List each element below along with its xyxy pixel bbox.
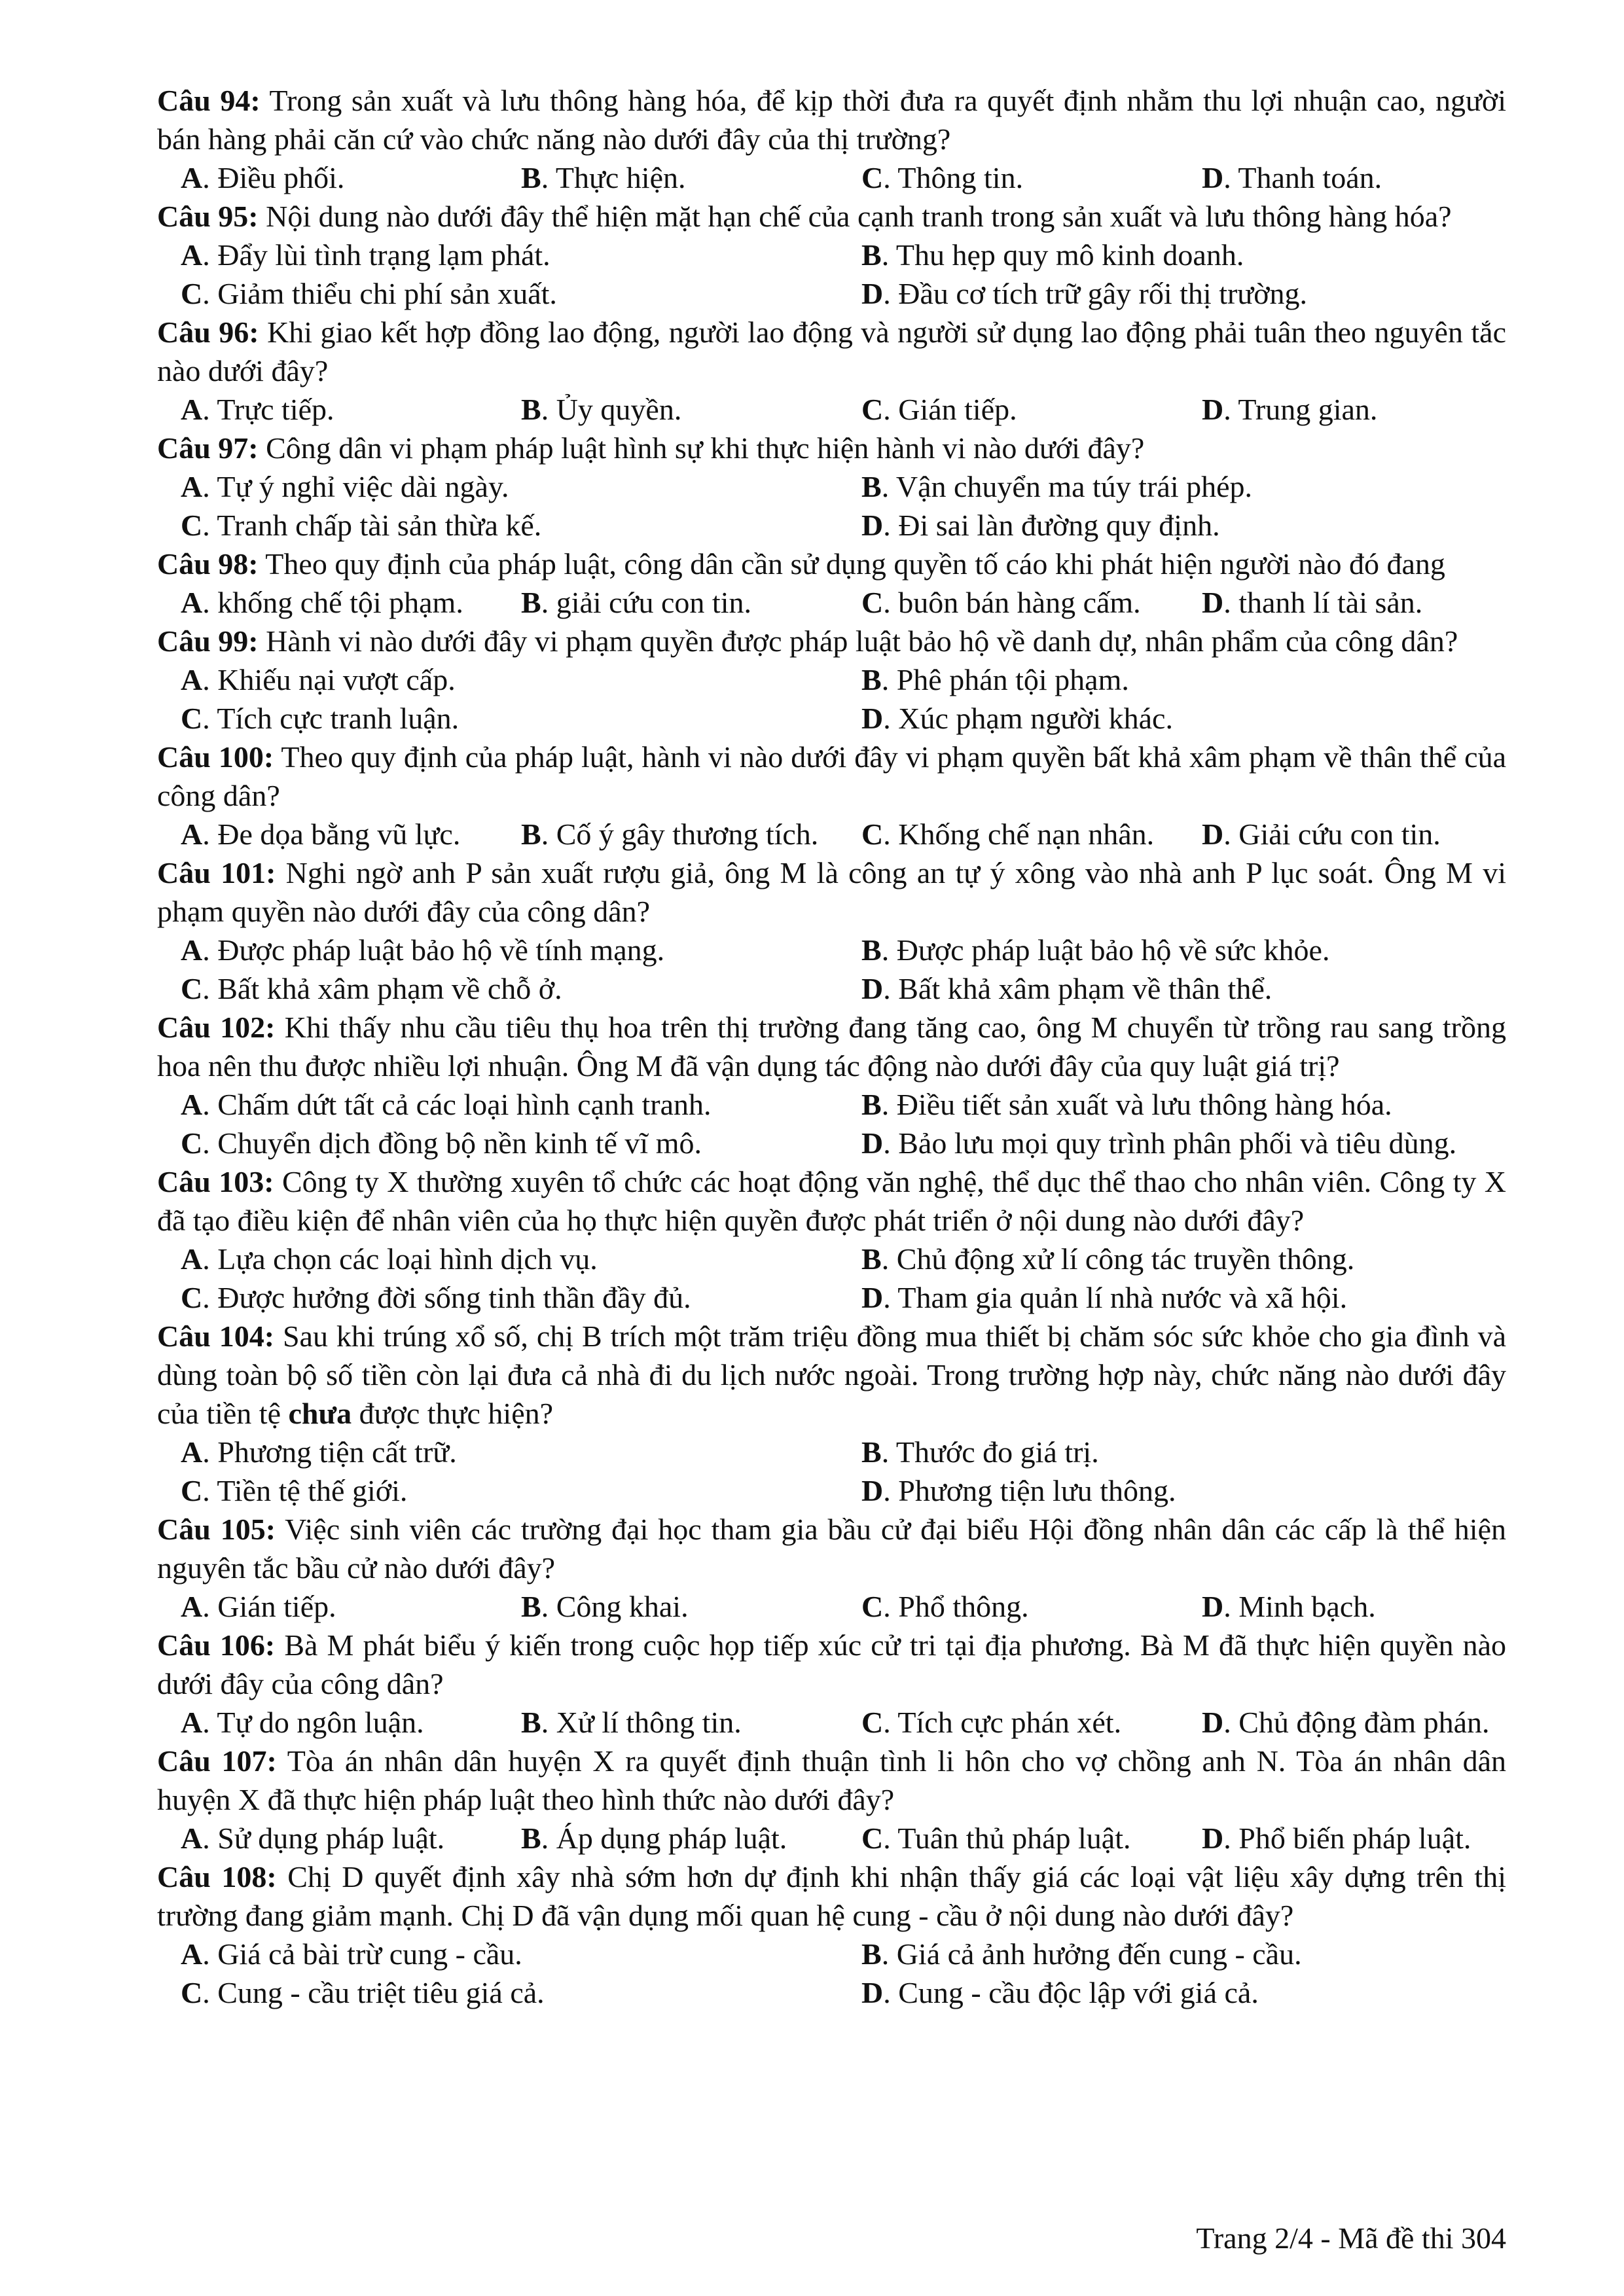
answer-option-c[interactable] xyxy=(181,699,861,738)
option-text: . Tham gia quản lí nhà nước và xã hội. xyxy=(883,1281,1348,1314)
answer-option-d[interactable] xyxy=(1202,158,1542,197)
option-text: . Tích cực phán xét. xyxy=(883,1706,1122,1739)
option-label: B xyxy=(861,933,882,967)
option-text: . Thu hẹp quy mô kinh doanh. xyxy=(881,238,1244,272)
question-text xyxy=(157,1317,1506,1433)
option-label: B xyxy=(861,238,882,272)
option-label: A xyxy=(181,238,203,272)
answer-option-b[interactable] xyxy=(861,1935,1542,1973)
option-label: B xyxy=(521,161,541,194)
answer-option-c[interactable] xyxy=(181,506,861,545)
question xyxy=(157,622,1506,738)
option-label: A xyxy=(181,1706,203,1739)
option-label: D xyxy=(1202,161,1224,194)
option-label: B xyxy=(521,586,541,619)
option-label: B xyxy=(521,817,541,851)
question-number: Câu 94: xyxy=(157,84,261,117)
option-label: B xyxy=(861,663,882,696)
option-text: . Lựa chọn các loại hình dịch vụ. xyxy=(202,1242,598,1276)
option-label: B xyxy=(521,1821,541,1855)
answer-options xyxy=(157,1819,1506,1857)
option-text: . Được hưởng đời sống tinh thần đầy đủ. xyxy=(202,1281,691,1314)
option-text: . Điều phối. xyxy=(202,161,345,194)
answer-option-b[interactable] xyxy=(521,1703,861,1742)
answer-options xyxy=(157,1240,1506,1317)
option-label: B xyxy=(861,470,882,503)
answer-options xyxy=(157,1085,1506,1162)
option-text: . Khiếu nại vượt cấp. xyxy=(202,663,456,696)
option-text: . Đầu cơ tích trữ gây rối thị trường. xyxy=(883,277,1308,310)
answer-options xyxy=(157,660,1506,738)
question xyxy=(157,429,1506,545)
option-label: C xyxy=(181,1474,203,1507)
option-text: . Phê phán tội phạm. xyxy=(881,663,1129,696)
answer-option-c[interactable] xyxy=(181,1471,861,1510)
option-label: D xyxy=(861,1474,884,1507)
question-stem: Bà M phát biểu ý kiến trong cuộc họp tiếp xúc cử tri tại địa phương. Bà M đã thực hiện quyền nào dưới đây của công dân? xyxy=(157,1628,1507,1700)
answer-option-a[interactable] xyxy=(181,931,861,969)
answer-option-d[interactable] xyxy=(861,1278,1542,1317)
option-label: A xyxy=(181,1435,203,1469)
question xyxy=(157,1008,1506,1162)
option-label: A xyxy=(181,393,203,426)
question-stem: Nội dung nào dưới đây thể hiện mặt hạn chế của cạnh tranh trong sản xuất và lưu thông hàng hóa? xyxy=(266,200,1452,233)
option-text: . Bảo lưu mọi quy trình phân phối và tiêu dùng. xyxy=(883,1126,1457,1160)
answer-option-a[interactable] xyxy=(181,1935,861,1973)
option-text: . Minh bạch. xyxy=(1223,1590,1376,1623)
question-text xyxy=(157,1626,1506,1703)
option-label: D xyxy=(1202,817,1224,851)
answer-option-a[interactable] xyxy=(181,236,861,274)
option-label: C xyxy=(181,702,203,735)
answer-option-c[interactable] xyxy=(861,1819,1202,1857)
answer-option-d[interactable] xyxy=(1202,815,1542,853)
answer-options xyxy=(157,815,1506,853)
question-text xyxy=(157,1857,1506,1935)
option-text: . khống chế tội phạm. xyxy=(202,586,463,619)
question-number: Câu 108: xyxy=(157,1860,277,1893)
answer-option-c[interactable] xyxy=(181,1278,861,1317)
option-text: . Chủ động đàm phán. xyxy=(1223,1706,1490,1739)
answer-option-d[interactable] xyxy=(1202,1703,1542,1742)
page-footer: Trang 2/4 - Mã đề thi 304 xyxy=(1196,2221,1506,2255)
option-text: . Giá cả bài trừ cung - cầu. xyxy=(202,1937,522,1971)
question-number: Câu 98: xyxy=(157,547,259,581)
answer-option-a[interactable] xyxy=(181,390,521,429)
question-stem: Việc sinh viên các trường đại học tham gia bầu cử đại biểu Hội đồng nhân dân các cấp là thể hiện nguyên tắc bầu cử nào dưới đây? xyxy=(157,1513,1507,1585)
option-text: . Cung - cầu triệt tiêu giá cả. xyxy=(202,1976,545,2009)
answer-option-c[interactable] xyxy=(861,390,1202,429)
option-text: . Phổ thông. xyxy=(883,1590,1029,1623)
answer-option-b[interactable] xyxy=(861,467,1542,506)
option-text: . Chuyển dịch đồng bộ nền kinh tế vĩ mô. xyxy=(202,1126,702,1160)
answer-option-b[interactable] xyxy=(861,236,1542,274)
answer-option-c[interactable] xyxy=(181,969,861,1008)
question-stem: Nghi ngờ anh P sản xuất rượu giả, ông M là công an tự ý xông vào nhà anh P lục soát. Ông M vi phạm quyền nào dưới đây của công dân? xyxy=(157,856,1507,928)
option-text: . Thông tin. xyxy=(883,161,1024,194)
answer-option-a[interactable] xyxy=(181,583,521,622)
option-text: . Đẩy lùi tình trạng lạm phát. xyxy=(202,238,550,272)
question-stem: Tòa án nhân dân huyện X ra quyết định thuận tình li hôn cho vợ chồng anh N. Tòa án nhân dân huyện X đã thực hiện pháp luật theo hình thức nào dưới đây? xyxy=(157,1744,1507,1816)
question-stem: Hành vi nào dưới đây vi phạm quyền được pháp luật bảo hộ về danh dự, nhân phẩm của công dân? xyxy=(266,624,1458,658)
option-text: . Đe dọa bằng vũ lực. xyxy=(202,817,461,851)
answer-options xyxy=(157,390,1506,429)
option-label: D xyxy=(861,277,884,310)
answer-option-b[interactable] xyxy=(861,1085,1542,1124)
answer-option-d[interactable] xyxy=(1202,1819,1542,1857)
option-label: A xyxy=(181,161,203,194)
question xyxy=(157,1857,1506,2012)
option-text: . Thước đo giá trị. xyxy=(881,1435,1099,1469)
option-label: A xyxy=(181,817,203,851)
answer-option-d[interactable] xyxy=(861,1471,1542,1510)
question-text xyxy=(157,313,1506,390)
answer-option-a[interactable] xyxy=(181,1433,861,1471)
option-label: C xyxy=(861,586,884,619)
option-label: C xyxy=(861,1706,884,1739)
question-number: Câu 99: xyxy=(157,624,259,658)
option-label: A xyxy=(181,1088,203,1121)
option-text: . giải cứu con tin. xyxy=(541,586,751,619)
answer-option-b[interactable] xyxy=(861,1433,1542,1471)
question-text xyxy=(157,738,1506,815)
option-label: B xyxy=(861,1435,882,1469)
option-text: . thanh lí tài sản. xyxy=(1223,586,1423,619)
option-label: A xyxy=(181,1937,203,1971)
option-text: . Gián tiếp. xyxy=(202,1590,336,1623)
answer-option-c[interactable] xyxy=(861,1703,1202,1742)
answer-option-d[interactable] xyxy=(861,506,1542,545)
question-stem: Công ty X thường xuyên tổ chức các hoạt động văn nghệ, thể dục thể thao cho nhân viên. Công ty X đã tạo điều kiện để nhân viên của họ thực hiện quyền được phát triển ở nội dung nào dưới đây? xyxy=(157,1165,1507,1237)
question-number: Câu 105: xyxy=(157,1513,276,1546)
option-label: C xyxy=(181,277,203,310)
answer-option-d[interactable] xyxy=(861,1973,1542,2012)
option-text: . Áp dụng pháp luật. xyxy=(541,1821,787,1855)
option-label: D xyxy=(861,1126,884,1160)
option-label: C xyxy=(181,509,203,542)
question xyxy=(157,313,1506,429)
question-text xyxy=(157,1162,1506,1240)
question xyxy=(157,1317,1506,1510)
option-text: . Xúc phạm người khác. xyxy=(883,702,1173,735)
question-number: Câu 100: xyxy=(157,740,274,774)
question-number: Câu 106: xyxy=(157,1628,276,1662)
question-stem-pre: Sau khi trúng xổ số, chị B trích một trăm triệu đồng mua thiết bị chăm sóc sức khỏe cho gia đình và dùng toàn bộ số tiền còn lại đưa cả nhà đi du lịch nước ngoài. Trong trường hợp này, chức năng nào dưới đây của tiền tệ xyxy=(157,1319,1506,1430)
option-label: B xyxy=(861,1242,882,1276)
option-text: . Công khai. xyxy=(541,1590,689,1623)
option-label: C xyxy=(181,1976,203,2009)
answer-option-a[interactable] xyxy=(181,1587,521,1626)
option-text: . Xử lí thông tin. xyxy=(541,1706,742,1739)
option-text: . Phương tiện lưu thông. xyxy=(883,1474,1176,1507)
option-label: C xyxy=(181,1126,203,1160)
option-label: A xyxy=(181,663,203,696)
option-text: . Điều tiết sản xuất và lưu thông hàng hóa. xyxy=(881,1088,1392,1121)
answer-option-d[interactable] xyxy=(861,1124,1542,1162)
answer-option-b[interactable] xyxy=(861,1240,1542,1278)
answer-option-b[interactable] xyxy=(861,660,1542,699)
question-stem: Theo quy định của pháp luật, hành vi nào dưới đây vi phạm quyền bất khả xâm phạm về thân thể của công dân? xyxy=(157,740,1507,812)
answer-options xyxy=(157,236,1506,313)
question-text xyxy=(157,1510,1506,1587)
question-list xyxy=(157,81,1506,2012)
option-label: A xyxy=(181,1242,203,1276)
option-label: D xyxy=(861,1976,884,2009)
option-text: . Bất khả xâm phạm về thân thể. xyxy=(883,972,1272,1005)
option-label: A xyxy=(181,1821,203,1855)
option-text: . Thanh toán. xyxy=(1223,161,1382,194)
option-label: B xyxy=(861,1088,882,1121)
question xyxy=(157,853,1506,1008)
answer-options xyxy=(157,1703,1506,1742)
option-label: D xyxy=(861,972,884,1005)
option-text: . Được pháp luật bảo hộ về sức khỏe. xyxy=(881,933,1330,967)
answer-option-a[interactable] xyxy=(181,815,521,853)
answer-option-a[interactable] xyxy=(181,467,861,506)
question-text xyxy=(157,81,1506,158)
option-text: . buôn bán hàng cấm. xyxy=(883,586,1141,619)
answer-option-c[interactable] xyxy=(861,583,1202,622)
answer-option-b[interactable] xyxy=(521,390,861,429)
option-label: D xyxy=(861,702,884,735)
question-stem: Công dân vi phạm pháp luật hình sự khi thực hiện hành vi nào dưới đây? xyxy=(266,431,1145,465)
answer-option-b[interactable] xyxy=(861,931,1542,969)
answer-option-a[interactable] xyxy=(181,1085,861,1124)
answer-option-d[interactable] xyxy=(1202,1587,1542,1626)
question-stem-bold: chưa xyxy=(288,1397,352,1430)
option-label: A xyxy=(181,1590,203,1623)
question xyxy=(157,1162,1506,1317)
question xyxy=(157,738,1506,853)
option-label: D xyxy=(1202,1590,1224,1623)
question xyxy=(157,1510,1506,1626)
question-number: Câu 103: xyxy=(157,1165,274,1198)
option-label: B xyxy=(521,393,541,426)
question xyxy=(157,1626,1506,1742)
question-text xyxy=(157,429,1506,467)
question-text xyxy=(157,197,1506,236)
question-stem: Chị D quyết định xây nhà sớm hơn dự định khi nhận thấy giá các loại vật liệu xây dựng trên thị trường đang giảm mạnh. Chị D đã vận dụng mối quan hệ cung - cầu ở nội dung nào dưới đây? xyxy=(157,1860,1506,1932)
option-text: . Phương tiện cất trữ. xyxy=(202,1435,457,1469)
option-text: . Bất khả xâm phạm về chỗ ở. xyxy=(202,972,562,1005)
answer-option-b[interactable] xyxy=(521,1587,861,1626)
answer-option-d[interactable] xyxy=(1202,583,1542,622)
answer-option-c[interactable] xyxy=(181,274,861,313)
question-stem: Trong sản xuất và lưu thông hàng hóa, để kịp thời đưa ra quyết định nhằm thu lợi nhuận cao, người bán hàng phải căn cứ vào chức năng nào dưới đây của thị trường? xyxy=(157,84,1507,156)
option-text: . Trung gian. xyxy=(1223,393,1378,426)
option-label: C xyxy=(181,972,203,1005)
option-text: . Ủy quyền. xyxy=(541,393,682,426)
answer-options xyxy=(157,583,1506,622)
answer-options xyxy=(157,467,1506,545)
option-text: . Vận chuyển ma túy trái phép. xyxy=(881,470,1253,503)
answer-option-d[interactable] xyxy=(861,699,1542,738)
option-label: D xyxy=(1202,1821,1224,1855)
option-text: . Được pháp luật bảo hộ về tính mạng. xyxy=(202,933,665,967)
option-label: C xyxy=(861,1821,884,1855)
question-stem: Khi giao kết hợp đồng lao động, người lao động và người sử dụng lao động phải tuân theo nguyên tắc nào dưới đây? xyxy=(157,315,1507,387)
option-text: . Giá cả ảnh hưởng đến cung - cầu. xyxy=(881,1937,1302,1971)
option-label: B xyxy=(521,1706,541,1739)
answer-option-b[interactable] xyxy=(521,158,861,197)
answer-option-c[interactable] xyxy=(181,1973,861,2012)
option-label: D xyxy=(1202,586,1224,619)
option-text: . Tiền tệ thế giới. xyxy=(202,1474,408,1507)
option-text: . Gián tiếp. xyxy=(883,393,1017,426)
option-text: . Giải cứu con tin. xyxy=(1223,817,1441,851)
question-stem: Khi thấy nhu cầu tiêu thụ hoa trên thị trường đang tăng cao, ông M chuyển từ trồng rau sang trồng hoa nên thu được nhiều lợi nhuận. Ông M đã vận dụng tác động nào dưới đây của quy luật giá trị? xyxy=(157,1011,1506,1083)
option-label: C xyxy=(861,161,884,194)
question-number: Câu 101: xyxy=(157,856,276,889)
option-text: . Cung - cầu độc lập với giá cả. xyxy=(883,1976,1259,2009)
option-text: . Tranh chấp tài sản thừa kế. xyxy=(202,509,542,542)
question-text xyxy=(157,622,1506,660)
option-label: D xyxy=(861,1281,884,1314)
answer-option-c[interactable] xyxy=(181,1124,861,1162)
question-number: Câu 102: xyxy=(157,1011,276,1044)
answer-option-c[interactable] xyxy=(861,815,1202,853)
answer-options xyxy=(157,1587,1506,1626)
answer-options xyxy=(157,158,1506,197)
option-label: C xyxy=(181,1281,203,1314)
answer-option-c[interactable] xyxy=(861,158,1202,197)
option-label: D xyxy=(1202,393,1224,426)
question-number: Câu 95: xyxy=(157,200,259,233)
option-text: . Khống chế nạn nhân. xyxy=(883,817,1155,851)
option-label: B xyxy=(521,1590,541,1623)
question-number: Câu 107: xyxy=(157,1744,277,1778)
option-label: B xyxy=(861,1937,882,1971)
option-label: C xyxy=(861,817,884,851)
answer-option-a[interactable] xyxy=(181,1819,521,1857)
answer-option-d[interactable] xyxy=(861,274,1542,313)
option-text: . Cố ý gây thương tích. xyxy=(541,817,819,851)
question xyxy=(157,545,1506,622)
answer-option-d[interactable] xyxy=(861,969,1542,1008)
answer-option-b[interactable] xyxy=(521,1819,861,1857)
question-text xyxy=(157,1008,1506,1085)
answer-option-a[interactable] xyxy=(181,158,521,197)
option-text: . Phổ biến pháp luật. xyxy=(1223,1821,1471,1855)
question xyxy=(157,197,1506,313)
answer-options xyxy=(157,1433,1506,1510)
option-label: C xyxy=(861,1590,884,1623)
answer-option-c[interactable] xyxy=(861,1587,1202,1626)
option-text: . Trực tiếp. xyxy=(202,393,334,426)
option-text: . Chủ động xử lí công tác truyền thông. xyxy=(881,1242,1355,1276)
answer-option-b[interactable] xyxy=(521,583,861,622)
option-label: A xyxy=(181,586,203,619)
option-text: . Tự ý nghỉ việc dài ngày. xyxy=(202,470,509,503)
answer-options xyxy=(157,931,1506,1008)
answer-option-b[interactable] xyxy=(521,815,861,853)
option-text: . Giảm thiểu chi phí sản xuất. xyxy=(202,277,557,310)
answer-option-d[interactable] xyxy=(1202,390,1542,429)
question-stem-post: được thực hiện? xyxy=(352,1397,554,1430)
option-text: . Đi sai làn đường quy định. xyxy=(883,509,1220,542)
question-text xyxy=(157,853,1506,931)
question xyxy=(157,81,1506,197)
question-stem: Theo quy định của pháp luật, công dân cần sử dụng quyền tố cáo khi phát hiện người nào đó đang xyxy=(265,547,1445,581)
option-text: . Tự do ngôn luận. xyxy=(202,1706,424,1739)
question-number: Câu 104: xyxy=(157,1319,275,1353)
option-label: A xyxy=(181,933,203,967)
answer-options xyxy=(157,1935,1506,2012)
question-number: Câu 97: xyxy=(157,431,259,465)
answer-option-a[interactable] xyxy=(181,1240,861,1278)
question-text xyxy=(157,545,1506,583)
option-text: . Tích cực tranh luận. xyxy=(202,702,460,735)
option-label: C xyxy=(861,393,884,426)
question xyxy=(157,1742,1506,1857)
option-text: . Chấm dứt tất cả các loại hình cạnh tranh. xyxy=(202,1088,712,1121)
option-label: D xyxy=(1202,1706,1224,1739)
question-number: Câu 96: xyxy=(157,315,259,349)
option-label: A xyxy=(181,470,203,503)
option-text: . Sử dụng pháp luật. xyxy=(202,1821,445,1855)
option-label: D xyxy=(861,509,884,542)
option-text: . Thực hiện. xyxy=(541,161,686,194)
answer-option-a[interactable] xyxy=(181,660,861,699)
answer-option-a[interactable] xyxy=(181,1703,521,1742)
option-text: . Tuân thủ pháp luật. xyxy=(883,1821,1131,1855)
question-text xyxy=(157,1742,1506,1819)
